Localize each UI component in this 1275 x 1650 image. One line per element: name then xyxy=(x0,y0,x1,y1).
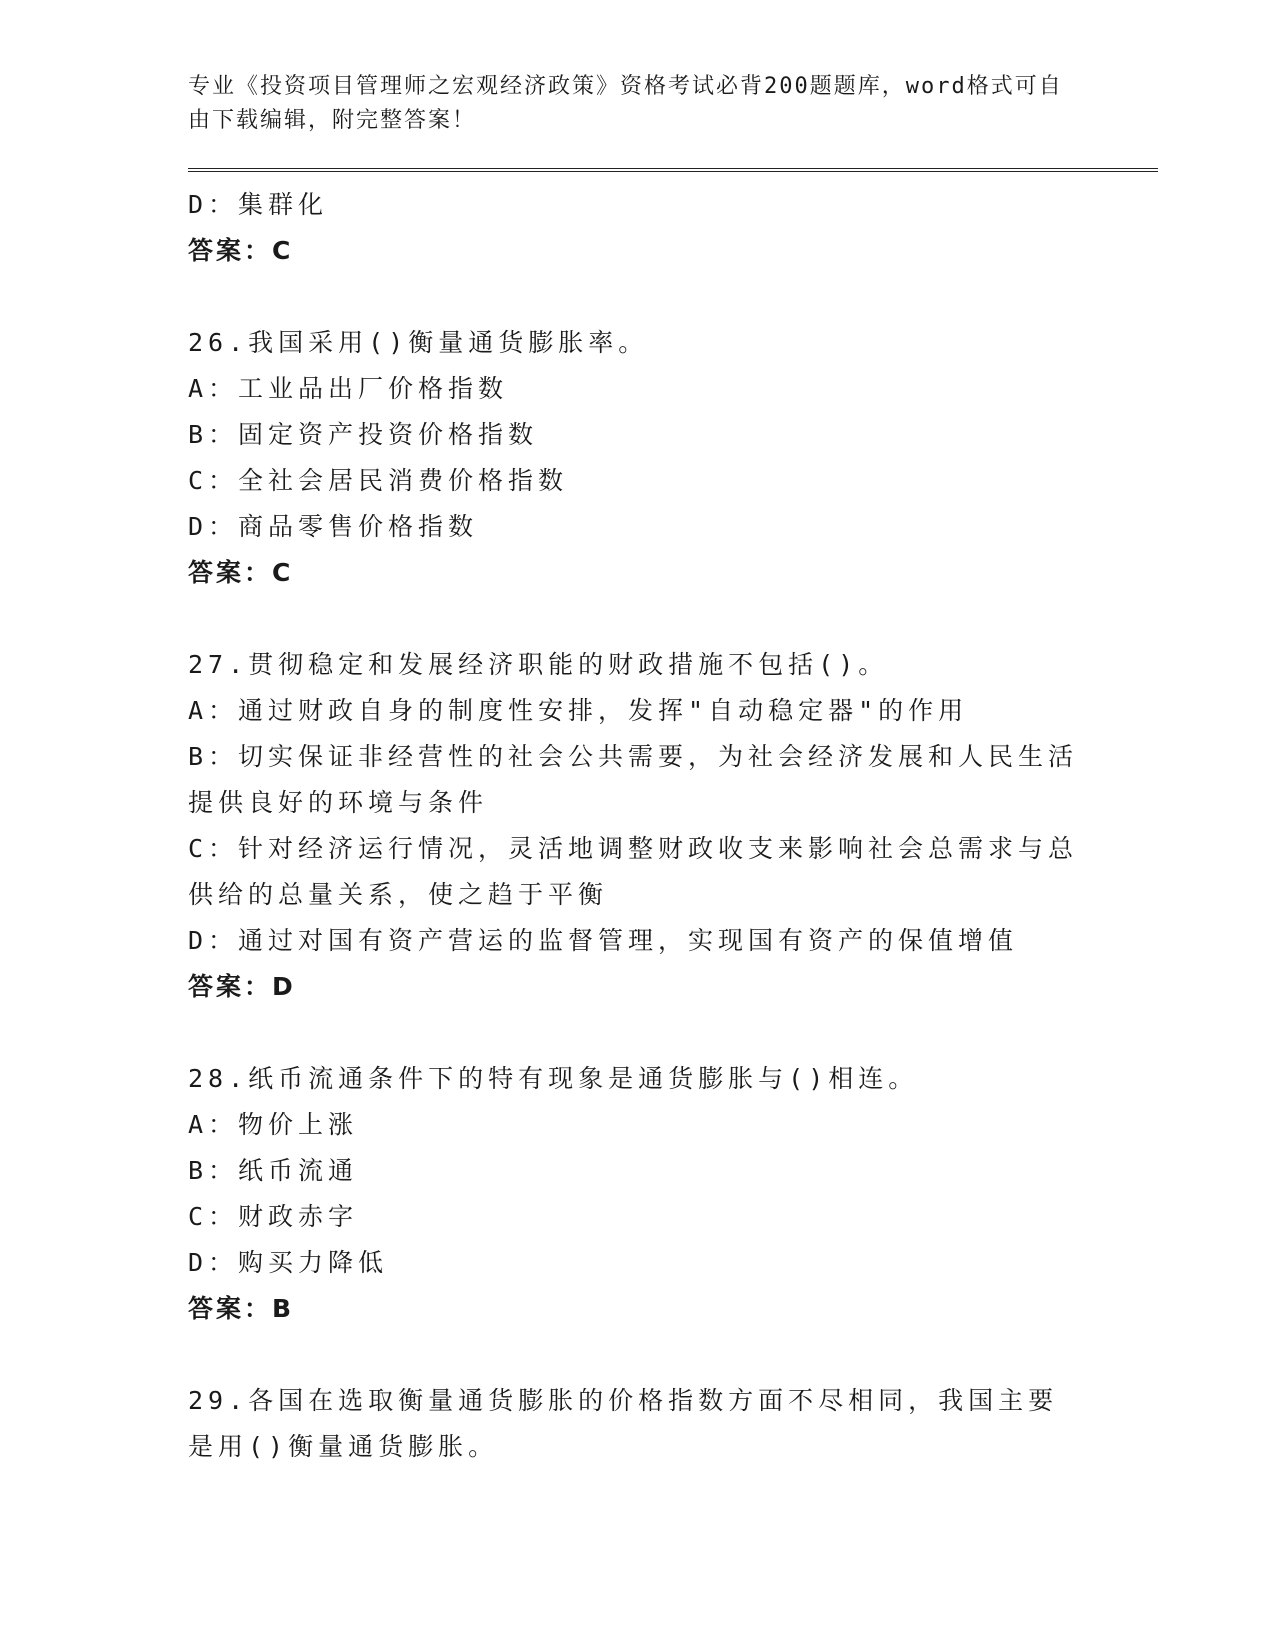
question-stem: 27.贯彻稳定和发展经济职能的财政措施不包括()。 xyxy=(188,650,889,679)
page-header: 专业《投资项目管理师之宏观经济政策》资格考试必背200题题库，word格式可自由下载编辑，附完整答案！ xyxy=(188,74,1063,133)
spacer xyxy=(188,596,1088,642)
question-stem: 28.纸币流通条件下的特有现象是通货膨胀与()相连。 xyxy=(188,1064,919,1093)
document-page xyxy=(188,70,1158,1470)
option-a: A：通过财政自身的制度性安排，发挥"自动稳定器"的作用 xyxy=(188,696,969,725)
question-stem: 26.我国采用()衡量通货膨胀率。 xyxy=(188,328,649,357)
spacer xyxy=(188,1010,1088,1056)
question-28 xyxy=(188,1056,1088,1332)
prev-answer: 答案：C xyxy=(188,236,294,265)
option-d: D：购买力降低 xyxy=(188,1248,389,1277)
question-27 xyxy=(188,642,1088,1010)
spacer xyxy=(188,1332,1088,1378)
answer: 答案：B xyxy=(188,1294,295,1323)
header-divider xyxy=(188,168,1158,172)
option-a: A：物价上涨 xyxy=(188,1110,359,1139)
question-stem: 29.各国在选取衡量通货膨胀的价格指数方面不尽相同，我国主要是用()衡量通货膨胀。 xyxy=(188,1386,1059,1461)
spacer xyxy=(188,274,1088,320)
answer: 答案：C xyxy=(188,558,294,587)
prev-option-d: D：集群化 xyxy=(188,190,329,219)
option-d: D：商品零售价格指数 xyxy=(188,512,479,541)
option-b: B：切实保证非经营性的社会公共需要，为社会经济发展和人民生活提供良好的环境与条件 xyxy=(188,742,1079,817)
question-29 xyxy=(188,1378,1088,1470)
option-c: C：财政赤字 xyxy=(188,1202,359,1231)
answer: 答案：D xyxy=(188,972,296,1001)
question-list xyxy=(188,182,1088,1470)
option-b: B：纸币流通 xyxy=(188,1156,359,1185)
question-26 xyxy=(188,320,1088,596)
option-c: C：针对经济运行情况，灵活地调整财政收支来影响社会总需求与总供给的总量关系，使之趋于平衡 xyxy=(188,834,1079,909)
option-c: C：全社会居民消费价格指数 xyxy=(188,466,569,495)
option-b: B：固定资产投资价格指数 xyxy=(188,420,539,449)
option-d: D：通过对国有资产营运的监督管理，实现国有资产的保值增值 xyxy=(188,926,1019,955)
option-a: A：工业品出厂价格指数 xyxy=(188,374,509,403)
